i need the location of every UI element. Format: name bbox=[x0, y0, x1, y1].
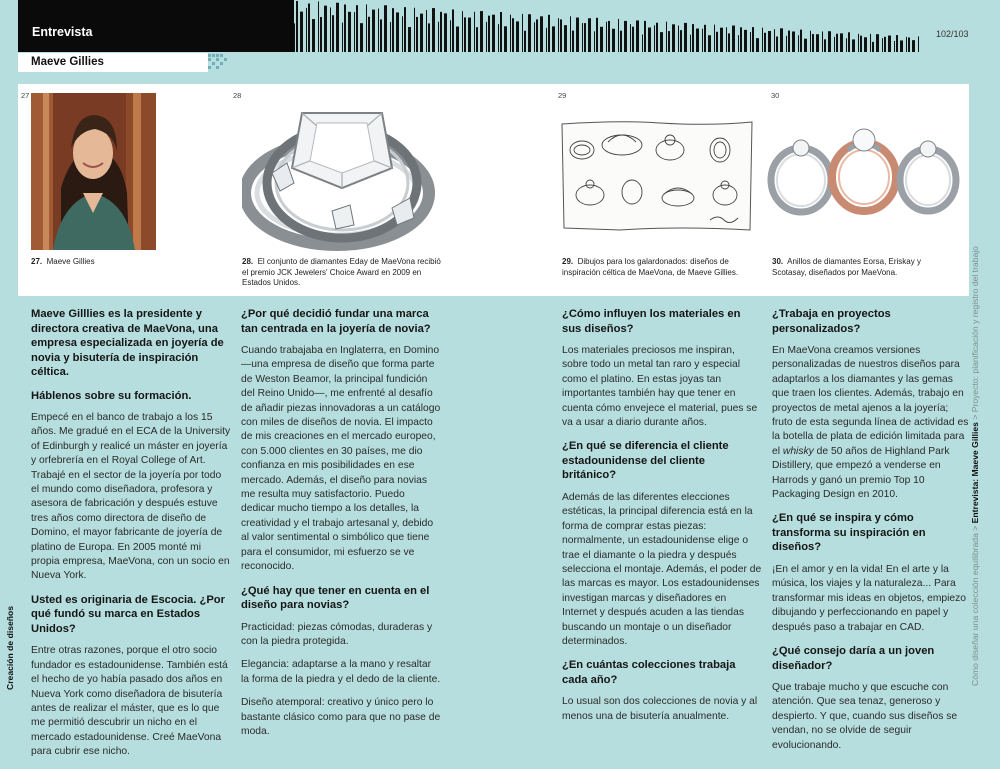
question-heading: Usted es originaria de Escocia. ¿Por qué fundó su marca en Estados Unidos? bbox=[31, 593, 225, 635]
answer-text bbox=[772, 344, 969, 502]
figure-caption bbox=[242, 257, 442, 289]
answer-text: Los materiales preciosos me inspiran, sobre todo un metal tan raro y especial como el platino. En estas joyas tan importantes también hay que tener en cuenta cómo envejece el material, pues se va a usar a diario durante años. bbox=[562, 345, 758, 429]
text-column-1 bbox=[31, 307, 231, 769]
text-column-4 bbox=[772, 307, 969, 762]
answer-text: Diseño atemporal: creativo y único pero lo bastante clásico como para que no pase de moda. bbox=[241, 697, 441, 737]
answer-emphasis: whisky bbox=[782, 445, 814, 457]
question-heading: ¿En qué se inspira y cómo transforma su inspiración en diseños? bbox=[772, 512, 926, 554]
text-column-2 bbox=[241, 307, 441, 748]
question-heading: Háblenos sobre su formación. bbox=[31, 389, 192, 402]
question-heading: ¿Trabaja en proyectos personalizados? bbox=[772, 308, 891, 335]
question-heading: ¿Por qué decidió fundar una marca tan centrada en la joyería de novia? bbox=[241, 308, 431, 335]
breadcrumb-segment: Cómo diseñar una colección equilibrada > bbox=[970, 523, 980, 686]
page-number: 102/103 bbox=[936, 29, 969, 39]
diamond-ring-set-photo bbox=[242, 93, 442, 253]
barcode-decoration bbox=[294, 0, 919, 52]
answer-text: Elegancia: adaptarse a la mano y resaltar la forma de la piedra y el dedo de la cliente. bbox=[241, 659, 441, 685]
section-label: Entrevista bbox=[32, 25, 93, 39]
breadcrumb-current: Entrevista: Maeve Gillies bbox=[970, 422, 980, 524]
ring-sketches-drawing bbox=[560, 120, 755, 233]
text-column-3 bbox=[562, 307, 762, 733]
question-heading: ¿Cómo influyen los materiales en sus diseños? bbox=[562, 308, 741, 335]
figure-caption bbox=[772, 257, 922, 278]
pixel-squares-decoration bbox=[208, 53, 228, 72]
figure-number: 28 bbox=[233, 91, 242, 100]
answer-text: Que trabaje mucho y que escuche con atención. Que sea tenaz, generoso y despierto. Y que, cuando sus diseños se vendan, no se olvide de seguir evolucionando. bbox=[772, 682, 958, 751]
caption-text: El conjunto de diamantes Eday de MaeVona recibió el premio JCK Jewelers' Choice Award en 2009 en Estados Unidos. bbox=[242, 257, 441, 287]
question-heading: ¿En cuántas colecciones trabaja cada año? bbox=[562, 659, 736, 686]
caption-number: 29. bbox=[562, 257, 574, 266]
answer-text: Además de las diferentes elecciones estéticas, la principal diferencia está en la forma de comprar estas piezas: normalmente, un estadounidense elige o trae el diamante o la piedra y después selecciona el montaje. Además, el poder de las marcas es mayor. Los estadounidenses investigan marcas y diseñadores en Internet y después acuden a las tiendas buscando un montaje o un diseñador determinados. bbox=[562, 491, 762, 647]
question-heading: ¿En qué se diferencia el cliente estadounidense del cliente británico? bbox=[562, 440, 729, 482]
caption-text: Maeve Gillies bbox=[46, 257, 95, 266]
question-heading: ¿Qué hay que tener en cuenta en el diseño para novias? bbox=[241, 584, 430, 611]
breadcrumb-vertical bbox=[970, 216, 980, 686]
interviewee-name: Maeve Gillies bbox=[31, 56, 104, 68]
caption-number: 27. bbox=[31, 257, 43, 266]
breadcrumb-segment: > Proyecto: planificación y registro del trabajo bbox=[970, 246, 980, 423]
figure-number: 29 bbox=[558, 91, 567, 100]
answer-segment: En MaeVona creamos versiones personalizadas de nuestros diseños para adaptarlos a los diamantes y las gemas que traen los clientes. Además, trabajo en proyectos de metal ajenos a la joyería; fruto de esta segunda línea de actividad es la botella de plata de edición limitada para el bbox=[772, 345, 969, 457]
answer-text: ¡En el amor y en la vida! En el arte y la música, los viajes y la naturaleza... Para transformar mis ideas en objetos, empiezo dibujando y perfeccionando en papel y después paso a trabajar en CAD. bbox=[772, 563, 967, 633]
figure-caption bbox=[31, 257, 161, 268]
figure-caption bbox=[562, 257, 752, 278]
answer-text: Entre otras razones, porque el otro socio fundador es estadounidense. También está el hecho de yo había pasado dos años en Nueva York como diseñadora de bisutería antes de realizar el máster, que es lo que me permitió descubrir un nicho en el mercado estadounidense. Creé MaeVona para cubrir ese nicho. bbox=[31, 645, 228, 758]
caption-text: Anillos de diamantes Eorsa, Eriskay y Scotasay, diseñados por MaeVona. bbox=[772, 257, 921, 277]
answer-text: Cuando trabajaba en Inglaterra, en Domino —una empresa de diseño que forma parte de Weston Beamor, la principal fundición del Reino Unido—, me enfrenté al desafío de añadir piezas innovadoras a un catálogo con miles de diseños de novia. El impacto de mis creaciones en el mercado europeo, con 5.000 clientes en 30 países, me dio confianza en mis posibilidades en ese mercado. Además, el diseño para novias me resulta muy satisfactorio. Puedo dedicar mucho tiempo a los detalles, la creatividad y el trabajo artesanal y, debido al valor sentimental o simbólico que tiene para el consumidor, mi esfuerzo se ve reconocido. bbox=[241, 345, 441, 573]
caption-number: 30. bbox=[772, 257, 784, 266]
portrait-photo bbox=[31, 93, 156, 250]
chapter-label-vertical: Creación de diseños bbox=[5, 605, 15, 690]
caption-text: Dibujos para los galardonados: diseños de inspiración céltica de MaeVona, de Maeve Gillies. bbox=[562, 257, 739, 277]
figure-number: 27 bbox=[21, 91, 30, 100]
figure-number: 30 bbox=[771, 91, 780, 100]
answer-segment: de 50 años de Highland Park Distillery, que empezó a venderse en Harrods y ganó un premio Top 10 Packaging Design en 2010. bbox=[772, 445, 950, 501]
question-heading: ¿Qué consejo daría a un joven diseñador? bbox=[772, 645, 935, 672]
answer-text: Practicidad: piezas cómodas, duraderas y con la piedra protegida. bbox=[241, 621, 433, 647]
three-rings-photo bbox=[766, 122, 961, 217]
answer-text: Empecé en el banco de trabajo a los 15 años. Me gradué en el ECA de la University of Edinburgh y realicé un máster en joyería y orfebrería en el Royal College of Art. Trabajé en el sector de la joyería por todo el mundo como diseñadora, profesora y asesora de fabricación y después estuve tres años como directora de diseño de Domino, el mayor fabricante de joyería de platino de Europa. En 2005 monté mi propia empresa, MaeVona, con un socio en Nueva York. bbox=[31, 412, 231, 582]
intro-lead: Maeve Gilllies es la presidente y directora creativa de MaeVona, una empresa especializada en joyería de novia y bisutería de inspiración céltica. bbox=[31, 308, 224, 378]
answer-text: Lo usual son dos colecciones de novia y al menos una de bisutería anualmente. bbox=[562, 696, 758, 722]
caption-number: 28. bbox=[242, 257, 254, 266]
